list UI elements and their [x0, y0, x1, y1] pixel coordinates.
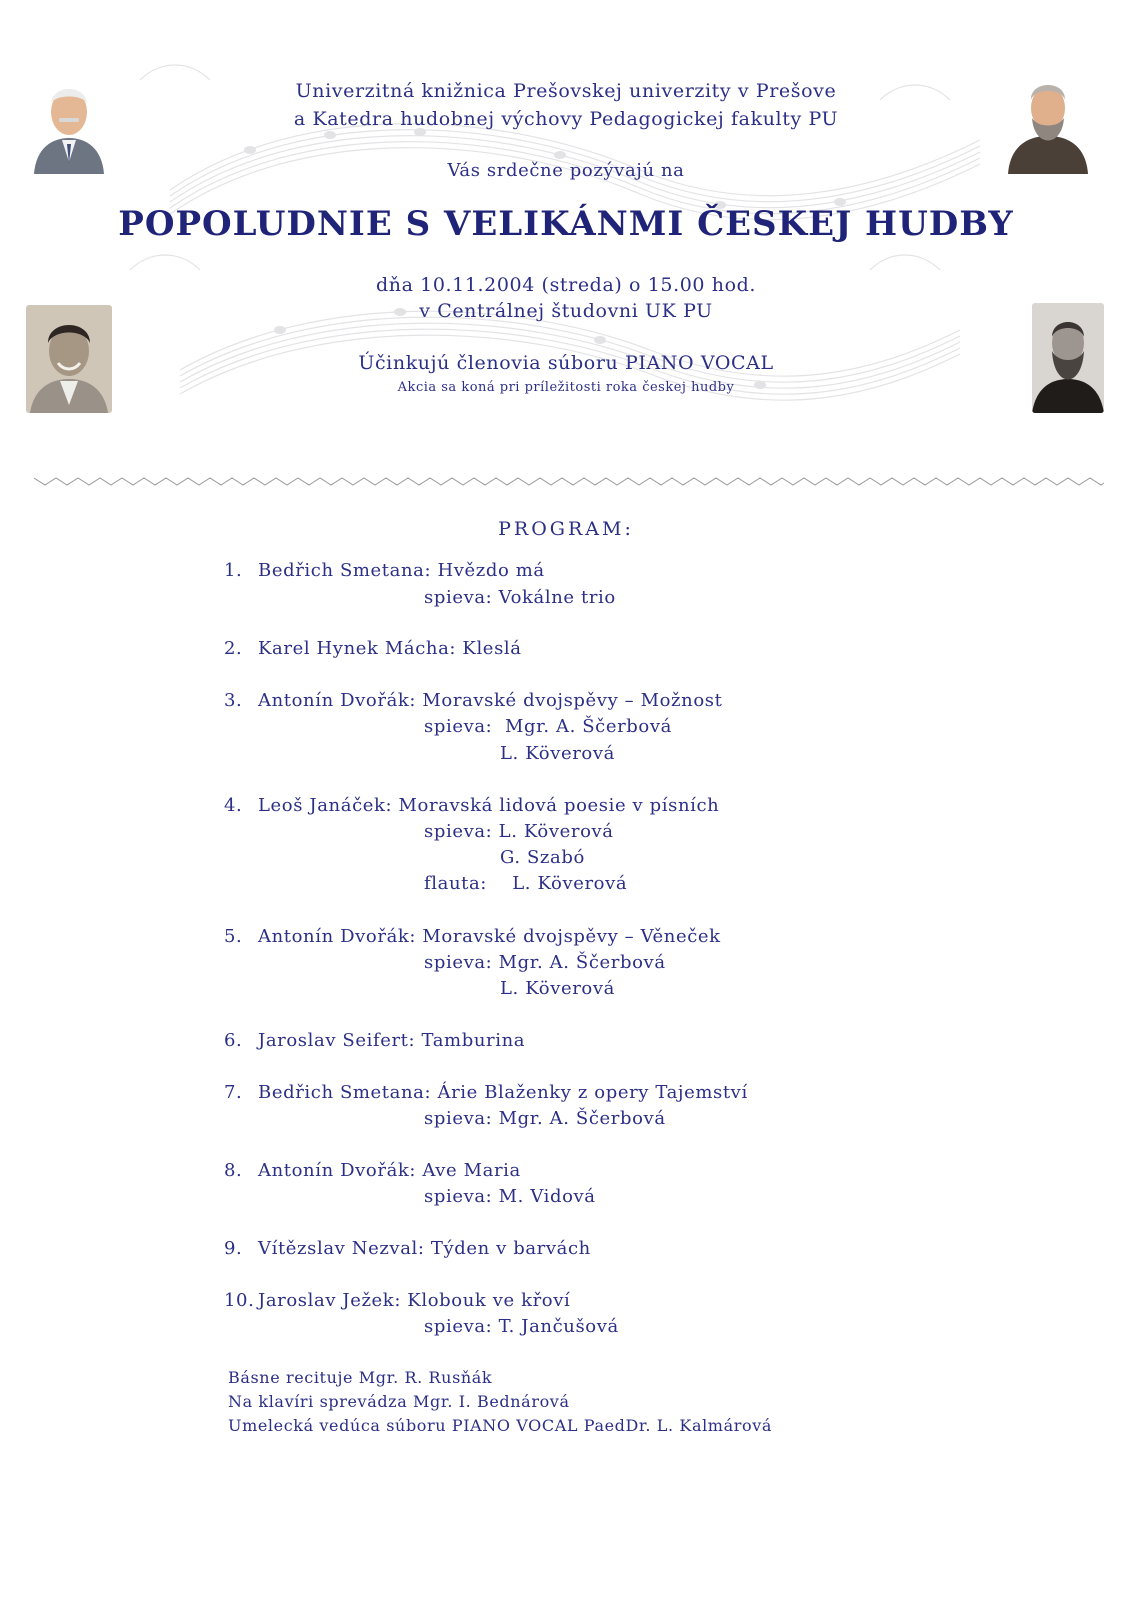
organizer-line-2: a Katedra hudobnej výchovy Pedagogickej fakulty PU	[293, 108, 839, 130]
program-item-title: Bedřich Smetana: Hvězdo má	[258, 560, 545, 581]
program-item-number: 6.	[224, 1030, 243, 1051]
program-item-performer: spieva: Vokálne trio	[424, 587, 616, 608]
program-item-performer: L. Köverová	[500, 978, 615, 999]
program-item-performer: spieva: L. Köverová	[424, 821, 614, 842]
zigzag-divider	[34, 476, 1104, 488]
event-date: dňa 10.11.2004 (streda) o 15.00 hod.	[375, 274, 757, 296]
program-item-7	[224, 1082, 748, 1103]
program-item-title: Bedřich Smetana: Árie Blaženky z opery Tajemství	[258, 1082, 748, 1103]
invitation-text: Vás srdečne pozývajú na	[447, 160, 685, 181]
program-item-number: 3.	[224, 690, 243, 711]
program-item-6	[224, 1030, 525, 1051]
program-item-number: 8.	[224, 1160, 243, 1181]
program-item-performer: spieva: Mgr. A. Ščerbová	[424, 952, 666, 973]
program-item-performer: spieva: Mgr. A. Ščerbová	[424, 1108, 666, 1129]
event-venue: v Centrálnej študovni UK PU	[419, 300, 713, 322]
program-item-number: 10.	[224, 1290, 255, 1311]
credit-piano: Na klavíri sprevádza Mgr. I. Bednárová	[228, 1392, 570, 1411]
program-item-10	[224, 1290, 570, 1311]
program-item-title: Leoš Janáček: Moravská lidová poesie v písních	[258, 795, 720, 816]
program-item-3	[224, 690, 722, 711]
program-item-number: 4.	[224, 795, 243, 816]
program-item-performer: G. Szabó	[500, 847, 585, 868]
program-item-title: Antonín Dvořák: Ave Maria	[258, 1160, 521, 1181]
program-item-number: 5.	[224, 926, 243, 947]
program-heading: PROGRAM:	[498, 518, 634, 540]
event-title: POPOLUDNIE S VELIKÁNMI ČESKEJ HUDBY	[118, 204, 1014, 244]
program-item-title: Antonín Dvořák: Moravské dvojspěvy – Možnost	[258, 690, 723, 711]
occasion-note: Akcia sa koná pri príležitosti roka českej hudby	[397, 380, 735, 395]
program-item-title: Jaroslav Seifert: Tamburina	[258, 1030, 526, 1051]
program-item-5	[224, 926, 721, 947]
performers-line: Účinkujú členovia súboru PIANO VOCAL	[358, 352, 774, 374]
program-item-number: 9.	[224, 1238, 243, 1259]
program-item-performer: spieva: Mgr. A. Ščerbová	[424, 716, 672, 737]
credit-artistic-director: Umelecká vedúca súboru PIANO VOCAL PaedDr. L. Kalmárová	[228, 1416, 772, 1435]
program-item-performer: spieva: M. Vidová	[424, 1186, 596, 1207]
program-item-number: 2.	[224, 638, 243, 659]
program-item-title: Karel Hynek Mácha: Kleslá	[258, 638, 522, 659]
program-item-performer: spieva: T. Jančušová	[424, 1316, 619, 1337]
program-item-number: 7.	[224, 1082, 243, 1103]
program-item-performer: flauta: L. Köverová	[424, 873, 628, 894]
credit-recitation: Básne recituje Mgr. R. Rusňák	[228, 1368, 493, 1387]
program-item-8	[224, 1160, 521, 1181]
program-item-title: Jaroslav Ježek: Klobouk ve křoví	[258, 1290, 571, 1311]
program-item-performer: L. Köverová	[500, 743, 615, 764]
program-item-title: Vítězslav Nezval: Týden v barvách	[258, 1238, 591, 1259]
program-item-2	[224, 638, 522, 659]
program-item-number: 1.	[224, 560, 243, 581]
organizer-line-1: Univerzitná knižnica Prešovskej univerzity v Prešove	[295, 80, 837, 102]
program-item-9	[224, 1238, 591, 1259]
program-item-4	[224, 795, 719, 816]
program-item-title: Antonín Dvořák: Moravské dvojspěvy – Věneček	[258, 926, 721, 947]
program-item-1	[224, 560, 545, 581]
